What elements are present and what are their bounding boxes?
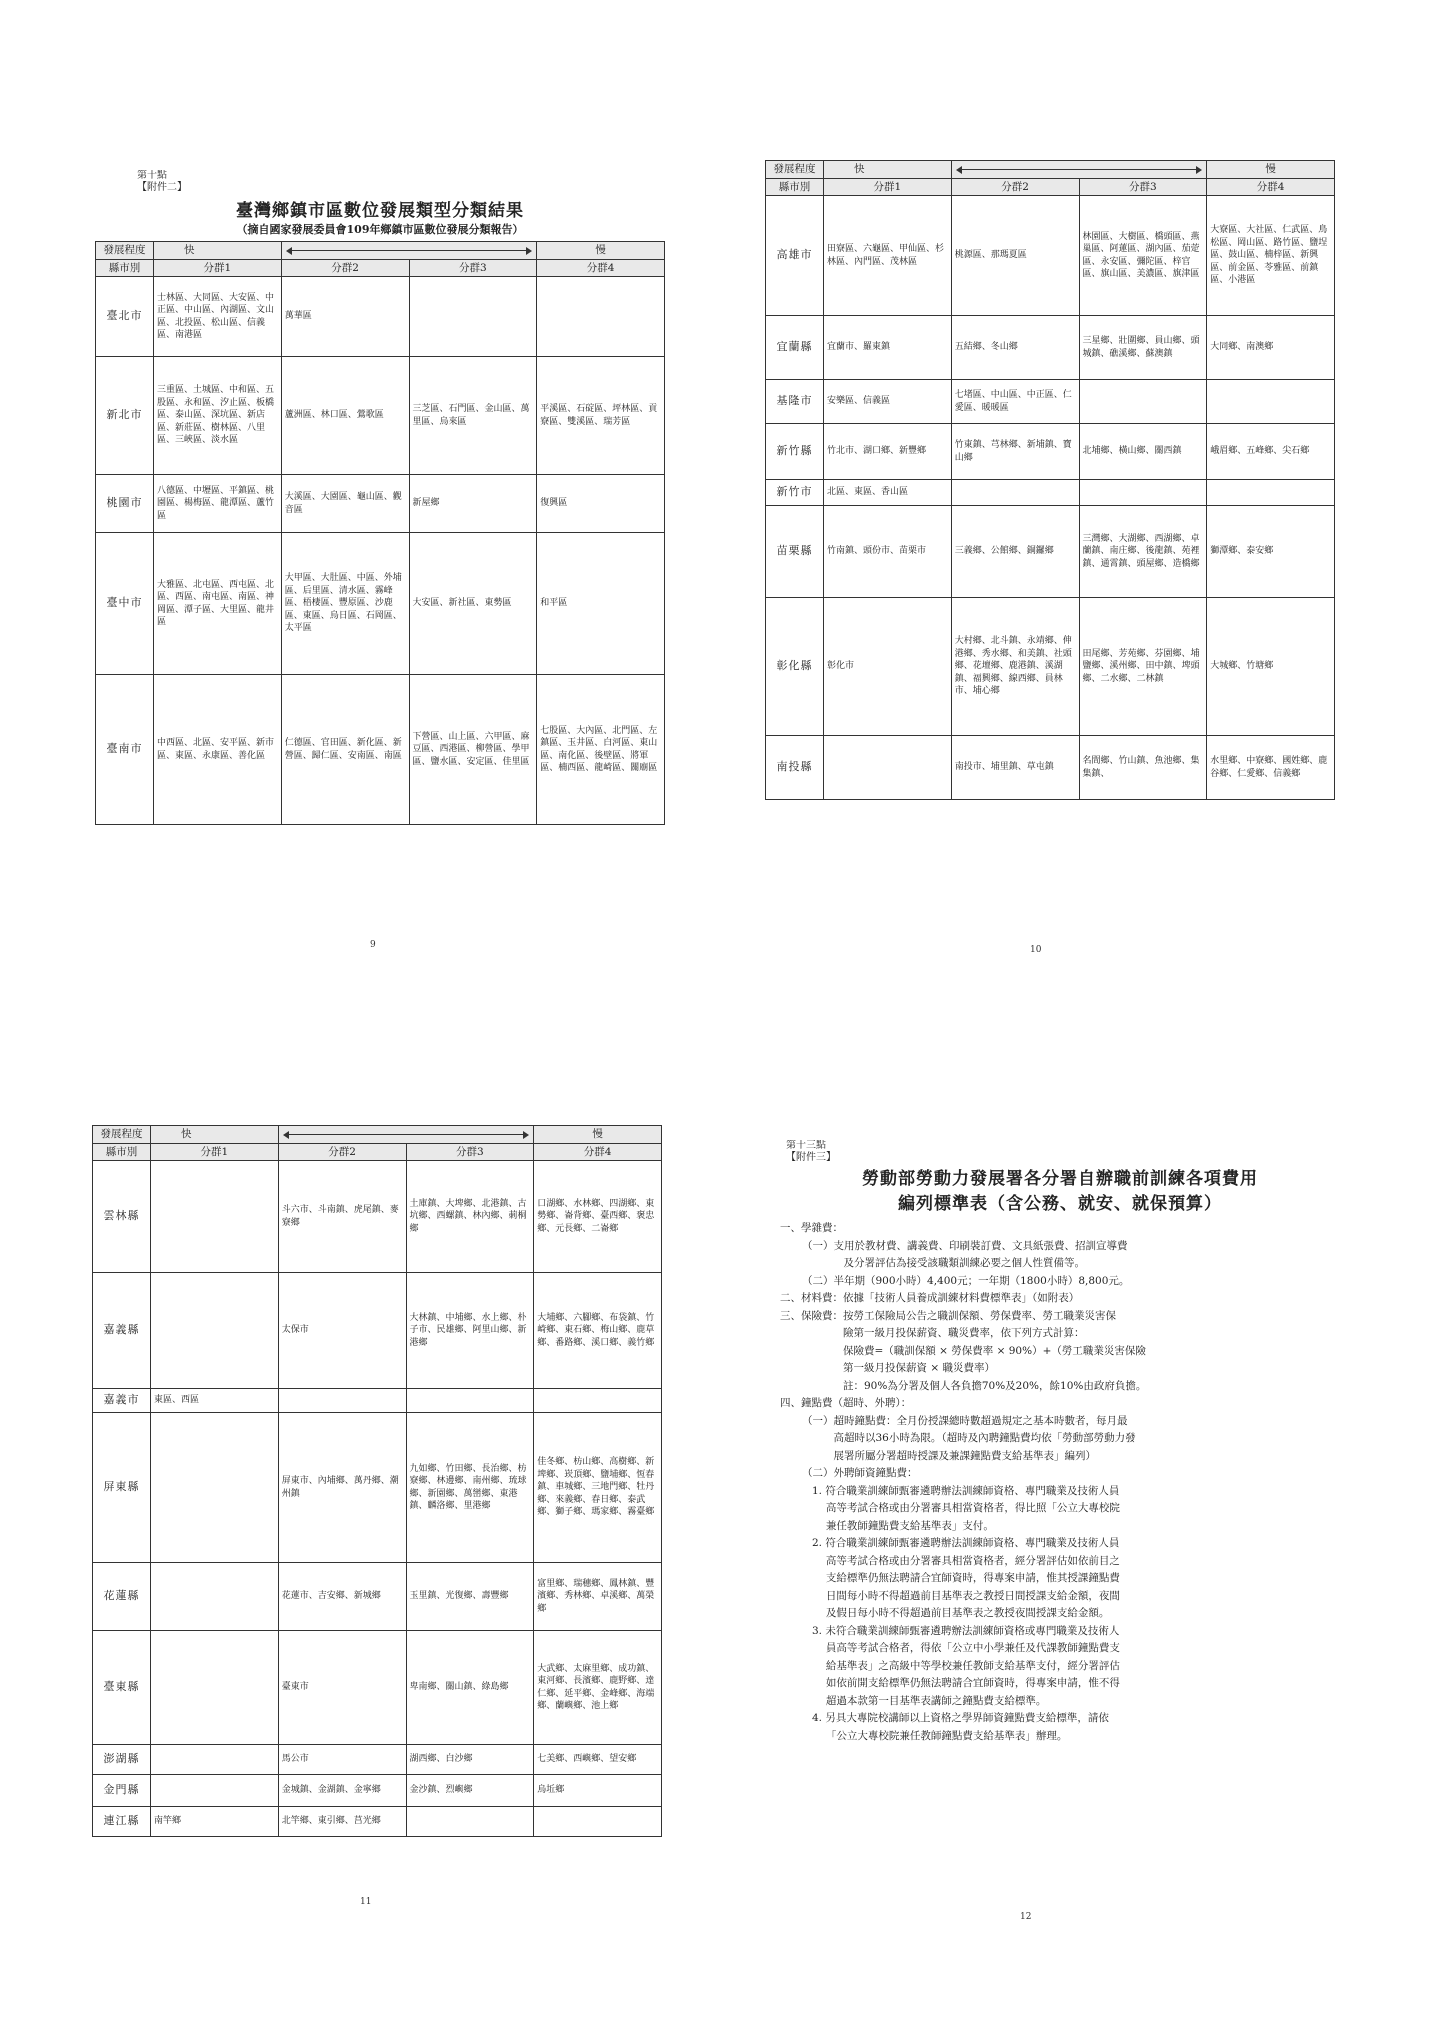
table-row bbox=[93, 1389, 662, 1413]
cluster-cell-g1 bbox=[151, 1745, 279, 1775]
text-line: 2. 符合職業訓練師甄審遴聘辦法訓練師資格、專門職業及技術人員 bbox=[812, 1537, 1120, 1549]
table-row bbox=[93, 1745, 662, 1775]
text-line: 支給標準仍無法聘請合宜師資時，得專案申請，惟其授課鐘點費 bbox=[812, 1572, 1120, 1584]
cluster-cell-g3: 三芝區、石門區、金山區、萬里區、烏來區 bbox=[409, 357, 537, 475]
table-row bbox=[766, 316, 1335, 380]
header-row-level bbox=[96, 242, 665, 260]
table-row bbox=[93, 1807, 662, 1837]
table-row bbox=[93, 1563, 662, 1631]
cluster-cell-g1: 宜蘭市、羅東鎮 bbox=[824, 316, 952, 380]
header-row-groups bbox=[93, 1143, 662, 1161]
text-line: （二）半年期（900小時）4,400元；一年期（1800小時）8,800元。 bbox=[802, 1274, 1130, 1287]
header-level-label: 發展程度 bbox=[93, 1126, 151, 1144]
header-row-groups bbox=[96, 259, 665, 277]
cluster-cell-g2: 花蓮市、吉安鄉、新城鄉 bbox=[278, 1563, 406, 1631]
county-name: 臺東縣 bbox=[93, 1631, 151, 1745]
cluster-cell-g3: 林園區、大樹區、橋頭區、燕巢區、阿蓮區、湖內區、茄萣區、永安區、彌陀區、梓官區、旗山區、美濃區、旗津區 bbox=[1079, 196, 1207, 316]
cluster-cell-g3 bbox=[406, 1807, 534, 1837]
cluster-cell-g3 bbox=[1079, 380, 1207, 424]
text-line: 險第一級月投保薪資、職災費率，依下列方式計算： bbox=[780, 1327, 1085, 1339]
cluster-cell-g4 bbox=[537, 277, 665, 357]
county-name: 花蓮縣 bbox=[93, 1563, 151, 1631]
cluster-cell-g1: 竹南鎮、頭份市、苗栗市 bbox=[824, 506, 952, 598]
cluster-cell-g4 bbox=[1207, 380, 1335, 424]
header-row-level bbox=[766, 161, 1335, 179]
text-line: 如依前開支給標準仍無法聘請合宜師資時，得專案申請，惟不得 bbox=[812, 1677, 1120, 1689]
cluster-cell-g3: 新屋鄉 bbox=[409, 475, 537, 533]
cluster-cell-g2: 金城鎮、金湖鎮、金寧鄉 bbox=[278, 1775, 406, 1807]
header-row-level bbox=[93, 1126, 662, 1144]
cluster-cell-g3: 三灣鄉、大湖鄉、西湖鄉、卓蘭鎮、南庄鄉、後龍鎮、苑裡鎮、通霄鎮、頭屋鄉、造橋鄉 bbox=[1079, 506, 1207, 598]
page-subtitle: （摘自國家發展委員會109年鄉鎮市區數位發展分類報告） bbox=[236, 223, 524, 236]
cluster-cell-g1 bbox=[151, 1161, 279, 1273]
cluster-cell-g2: 竹東鎮、芎林鄉、新埔鎮、寶山鄉 bbox=[951, 424, 1079, 480]
header-slow: 慢 bbox=[534, 1126, 662, 1144]
cluster-cell-g3: 金沙鎮、烈嶼鄉 bbox=[406, 1775, 534, 1807]
header-arrow bbox=[278, 1126, 534, 1144]
text-line: 註：90%為分署及個人各負擔70%及20%，餘10%由政府負擔。 bbox=[780, 1379, 1147, 1392]
double-arrow-icon bbox=[285, 1134, 528, 1135]
table-row bbox=[766, 424, 1335, 480]
header-g4: 分群4 bbox=[534, 1143, 662, 1161]
table-row bbox=[766, 196, 1335, 316]
table-row bbox=[93, 1273, 662, 1389]
double-arrow-icon bbox=[288, 250, 531, 251]
page-9 bbox=[95, 170, 665, 970]
county-name: 新竹市 bbox=[766, 480, 824, 506]
cluster-cell-g3: 下營區、山上區、六甲區、麻豆區、西港區、柳營區、學甲區、鹽水區、安定區、佳里區 bbox=[409, 675, 537, 825]
county-name: 新北市 bbox=[96, 357, 154, 475]
county-name: 澎湖縣 bbox=[93, 1745, 151, 1775]
double-arrow-icon bbox=[958, 169, 1201, 170]
cluster-cell-g2: 北竿鄉、東引鄉、莒光鄉 bbox=[278, 1807, 406, 1837]
attachment-label: 【附件二】 bbox=[137, 182, 187, 193]
cluster-cell-g4: 峨眉鄉、五峰鄉、尖石鄉 bbox=[1207, 424, 1335, 480]
table-row bbox=[96, 533, 665, 675]
cluster-cell-g4: 七股區、大內區、北門區、左鎮區、玉井區、白河區、東山區、南化區、後壁區、將軍區、楠西區、龍崎區、關廟區 bbox=[537, 675, 665, 825]
cluster-cell-g2: 屏東市、內埔鄉、萬丹鄉、潮州鎮 bbox=[278, 1413, 406, 1563]
header-level-label: 發展程度 bbox=[96, 242, 154, 260]
text-line: 日間每小時不得超過前目基準表之教授日間授課支給金額，夜間 bbox=[812, 1589, 1120, 1602]
text-line: 一、學雜費： bbox=[780, 1222, 843, 1234]
cluster-cell-g1: 大雅區、北屯區、西屯區、北區、西區、南屯區、南區、神岡區、潭子區、大里區、龍井區 bbox=[154, 533, 282, 675]
county-name: 苗栗縣 bbox=[766, 506, 824, 598]
text-line: 三、保險費：按勞工保險局公告之職訓保額、勞保費率、勞工職業災害保 bbox=[780, 1309, 1116, 1322]
text-line: 1. 符合職業訓練師甄審遴聘辦法訓練師資格、專門職業及技術人員 bbox=[812, 1484, 1120, 1497]
header-g2: 分群2 bbox=[278, 1143, 406, 1161]
text-line: 高超時以36小時為限。（超時及內聘鐘點費均依「勞動部勞動力發 bbox=[802, 1432, 1136, 1444]
text-line: 及分署評估為接受該職類訓練必要之個人性質備等。 bbox=[812, 1257, 1085, 1269]
table-row bbox=[96, 277, 665, 357]
cluster-cell-g3: 北埔鄉、橫山鄉、關西鎮 bbox=[1079, 424, 1207, 480]
page-12 bbox=[780, 1140, 1340, 2030]
cluster-cell-g1: 八德區、中壢區、平鎮區、桃園區、楊梅區、龍潭區、蘆竹區 bbox=[154, 475, 282, 533]
text-line: 展署所屬分署超時授課及兼課鐘點費支給基準表」編列） bbox=[802, 1449, 1096, 1462]
cluster-cell-g1: 安樂區、信義區 bbox=[824, 380, 952, 424]
cluster-cell-g1 bbox=[151, 1563, 279, 1631]
page-11 bbox=[92, 1125, 662, 2030]
table-row bbox=[93, 1775, 662, 1807]
table-row bbox=[93, 1161, 662, 1273]
text-line: 四、鐘點費（超時、外聘）： bbox=[780, 1397, 912, 1409]
cluster-cell-g1: 田寮區、六龜區、甲仙區、杉林區、內門區、茂林區 bbox=[824, 196, 952, 316]
cluster-cell-g1: 北區、東區、香山區 bbox=[824, 480, 952, 506]
cluster-cell-g2 bbox=[951, 480, 1079, 506]
cluster-cell-g1: 南竿鄉 bbox=[151, 1807, 279, 1837]
table-row bbox=[766, 598, 1335, 736]
text-line: （一）支用於教材費、講義費、印刷裝訂費、文具紙張費、招訓宣導費 bbox=[802, 1239, 1128, 1252]
county-name: 嘉義市 bbox=[93, 1389, 151, 1413]
cluster-cell-g3: 九如鄉、竹田鄉、長治鄉、枋寮鄉、林邊鄉、南州鄉、琉球鄉、新園鄉、萬巒鄉、東港鎮、麟洛鄉、里港鄉 bbox=[406, 1413, 534, 1563]
county-name: 臺北市 bbox=[96, 277, 154, 357]
cluster-cell-g4: 七美鄉、西嶼鄉、望安鄉 bbox=[534, 1745, 662, 1775]
county-name: 新竹縣 bbox=[766, 424, 824, 480]
cluster-cell-g2: 馬公市 bbox=[278, 1745, 406, 1775]
text-line: 給基準表」之高級中等學校兼任教師支給基準支付，經分署評估 bbox=[812, 1659, 1120, 1672]
cluster-cell-g4: 大同鄉、南澳鄉 bbox=[1207, 316, 1335, 380]
county-name: 高雄市 bbox=[766, 196, 824, 316]
page-title-line-2: 編列標準表（含公務、就安、就保預算） bbox=[898, 1194, 1222, 1214]
cluster-cell-g3: 田尾鄉、芳苑鄉、芬園鄉、埔鹽鄉、溪州鄉、田中鎮、埤頭鄉、二水鄉、二林鎮 bbox=[1079, 598, 1207, 736]
page-number: 12 bbox=[1020, 1912, 1032, 1922]
cluster-cell-g1: 東區、西區 bbox=[151, 1389, 279, 1413]
header-g1: 分群1 bbox=[154, 259, 282, 277]
cluster-cell-g4: 平溪區、石碇區、坪林區、貢寮區、雙溪區、瑞芳區 bbox=[537, 357, 665, 475]
county-name: 屏東縣 bbox=[93, 1413, 151, 1563]
text-line: （一）超時鐘點費：全月份授課總時數超過規定之基本時數者，每月最 bbox=[802, 1414, 1128, 1427]
cluster-cell-g4: 大埔鄉、六腳鄉、布袋鎮、竹崎鄉、東石鄉、梅山鄉、鹿草鄉、番路鄉、溪口鄉、義竹鄉 bbox=[534, 1273, 662, 1389]
cluster-cell-g3: 卑南鄉、關山鎮、綠島鄉 bbox=[406, 1631, 534, 1745]
cluster-cell-g4: 和平區 bbox=[537, 533, 665, 675]
county-name: 南投縣 bbox=[766, 736, 824, 800]
cluster-cell-g4: 烏坵鄉 bbox=[534, 1775, 662, 1807]
cluster-cell-g3: 大林鎮、中埔鄉、水上鄉、朴子市、民雄鄉、阿里山鄉、新港鄉 bbox=[406, 1273, 534, 1389]
table-row bbox=[93, 1413, 662, 1563]
fee-standard-text bbox=[780, 1220, 1340, 1745]
table-row bbox=[766, 480, 1335, 506]
header-g2: 分群2 bbox=[281, 259, 409, 277]
table-row bbox=[96, 675, 665, 825]
text-line: （二）外聘師資鐘點費： bbox=[802, 1467, 918, 1479]
cluster-cell-g2: 七堵區、中山區、中正區、仁愛區、暖暖區 bbox=[951, 380, 1079, 424]
cluster-cell-g1 bbox=[151, 1413, 279, 1563]
header-fast: 快 bbox=[824, 161, 952, 179]
header-fast: 快 bbox=[154, 242, 282, 260]
county-name: 臺中市 bbox=[96, 533, 154, 675]
table-row bbox=[93, 1631, 662, 1745]
cluster-cell-g4: 富里鄉、瑞穗鄉、鳳林鎮、豐濱鄉、秀林鄉、卓溪鄉、萬榮鄉 bbox=[534, 1563, 662, 1631]
table-row bbox=[766, 736, 1335, 800]
table-row bbox=[766, 380, 1335, 424]
header-county-label: 縣市別 bbox=[93, 1143, 151, 1161]
cluster-cell-g2: 大村鄉、北斗鎮、永靖鄉、伸港鄉、秀水鄉、和美鎮、社頭鄉、花壇鄉、鹿港鎮、溪湖鎮、福興鄉、線西鄉、員林市、埔心鄉 bbox=[951, 598, 1079, 736]
county-name: 宜蘭縣 bbox=[766, 316, 824, 380]
cluster-cell-g4 bbox=[534, 1807, 662, 1837]
cluster-cell-g4: 獅潭鄉、泰安鄉 bbox=[1207, 506, 1335, 598]
header-fast: 快 bbox=[151, 1126, 279, 1144]
cluster-cell-g1 bbox=[824, 736, 952, 800]
header-row-groups bbox=[766, 178, 1335, 196]
cluster-cell-g3: 玉里鎮、光復鄉、壽豐鄉 bbox=[406, 1563, 534, 1631]
point-label: 第十點 bbox=[137, 170, 167, 181]
cluster-cell-g3: 大安區、新社區、東勢區 bbox=[409, 533, 537, 675]
county-name: 臺南市 bbox=[96, 675, 154, 825]
table-row bbox=[96, 357, 665, 475]
header-arrow bbox=[281, 242, 537, 260]
classification-table-p9 bbox=[95, 241, 665, 825]
header-arrow bbox=[951, 161, 1207, 179]
cluster-cell-g1: 竹北市、湖口鄉、新豐鄉 bbox=[824, 424, 952, 480]
text-line: 超過本款第一目基準表講師之鐘點費支給標準。 bbox=[812, 1694, 1047, 1707]
text-line: 3. 未符合職業訓練師甄審遴聘辦法訓練師資格或專門職業及技術人 bbox=[812, 1624, 1120, 1637]
header-slow: 慢 bbox=[1207, 161, 1335, 179]
cluster-cell-g2: 桃源區、那瑪夏區 bbox=[951, 196, 1079, 316]
cluster-cell-g4 bbox=[534, 1389, 662, 1413]
cluster-cell-g3: 土庫鎮、大埤鄉、北港鎮、古坑鄉、西螺鎮、林內鄉、莿桐鄉 bbox=[406, 1161, 534, 1273]
cluster-cell-g2: 萬華區 bbox=[281, 277, 409, 357]
cluster-cell-g4 bbox=[1207, 480, 1335, 506]
text-line: 「公立大專校院兼任教師鐘點費支給基準表」辦理。 bbox=[812, 1729, 1068, 1742]
county-name: 金門縣 bbox=[93, 1775, 151, 1807]
cluster-cell-g3: 三星鄉、壯圍鄉、員山鄉、頭城鎮、礁溪鄉、蘇澳鎮 bbox=[1079, 316, 1207, 380]
header-level-label: 發展程度 bbox=[766, 161, 824, 179]
cluster-cell-g4: 大寮區、大社區、仁武區、鳥松區、岡山區、路竹區、鹽埕區、鼓山區、楠梓區、新興區、前金區、苓雅區、前鎮區、小港區 bbox=[1207, 196, 1335, 316]
text-line: 第一級月投保薪資 × 職災費率） bbox=[780, 1362, 995, 1374]
header-g4: 分群4 bbox=[1207, 178, 1335, 196]
cluster-cell-g4: 口湖鄉、水林鄉、四湖鄉、東勢鄉、崙背鄉、臺西鄉、褒忠鄉、元長鄉、二崙鄉 bbox=[534, 1161, 662, 1273]
county-name: 雲林縣 bbox=[93, 1161, 151, 1273]
cluster-cell-g4: 大武鄉、太麻里鄉、成功鎮、東河鄉、長濱鄉、鹿野鄉、達仁鄉、延平鄉、金峰鄉、海端鄉、蘭嶼鄉、池上鄉 bbox=[534, 1631, 662, 1745]
header-county-label: 縣市別 bbox=[96, 259, 154, 277]
header-g1: 分群1 bbox=[824, 178, 952, 196]
cluster-cell-g1 bbox=[151, 1273, 279, 1389]
page-title-line-1: 勞動部勞動力發展署各分署自辦職前訓練各項費用 bbox=[862, 1169, 1258, 1189]
page-number: 10 bbox=[1030, 945, 1042, 955]
cluster-cell-g1: 中西區、北區、安平區、新市區、東區、永康區、善化區 bbox=[154, 675, 282, 825]
cluster-cell-g4: 佳冬鄉、枋山鄉、高樹鄉、新埤鄉、崁頂鄉、鹽埔鄉、恆春鎮、車城鄉、三地門鄉、牡丹鄉、來義鄉、春日鄉、泰武鄉、獅子鄉、瑪家鄉、霧臺鄉 bbox=[534, 1413, 662, 1563]
text-line: 兼任教師鐘點費支給基準表」支付。 bbox=[812, 1519, 994, 1532]
page-title: 臺灣鄉鎮市區數位發展類型分類結果 bbox=[236, 201, 524, 221]
header-g2: 分群2 bbox=[951, 178, 1079, 196]
page-number: 9 bbox=[370, 940, 376, 950]
cluster-cell-g2: 南投市、埔里鎮、草屯鎮 bbox=[951, 736, 1079, 800]
county-name: 基隆市 bbox=[766, 380, 824, 424]
cluster-cell-g2: 太保市 bbox=[278, 1273, 406, 1389]
cluster-cell-g3: 湖西鄉、白沙鄉 bbox=[406, 1745, 534, 1775]
cluster-cell-g1: 三重區、土城區、中和區、五股區、永和區、汐止區、板橋區、泰山區、深坑區、新店區、新莊區、樹林區、八里區、三峽區、淡水區 bbox=[154, 357, 282, 475]
cluster-cell-g2: 五結鄉、冬山鄉 bbox=[951, 316, 1079, 380]
header-county-label: 縣市別 bbox=[766, 178, 824, 196]
cluster-cell-g3 bbox=[409, 277, 537, 357]
county-name: 嘉義縣 bbox=[93, 1273, 151, 1389]
page-number: 11 bbox=[360, 1897, 372, 1907]
table-row bbox=[96, 475, 665, 533]
county-name: 連江縣 bbox=[93, 1807, 151, 1837]
cluster-cell-g1: 彰化市 bbox=[824, 598, 952, 736]
cluster-cell-g1 bbox=[151, 1631, 279, 1745]
cluster-cell-g1 bbox=[151, 1775, 279, 1807]
text-line: 高等考試合格或由分署審具相當資格者，經分署評估如依前目之 bbox=[812, 1554, 1120, 1567]
cluster-cell-g4: 大城鄉、竹塘鄉 bbox=[1207, 598, 1335, 736]
classification-table-p10 bbox=[765, 160, 1335, 800]
text-line: 二、材料費：依據「技術人員養成訓練材料費標準表」（如附表） bbox=[780, 1292, 1080, 1304]
cluster-cell-g2: 大溪區、大園區、龜山區、觀音區 bbox=[281, 475, 409, 533]
cluster-cell-g1: 士林區、大同區、大安區、中正區、中山區、內湖區、文山區、北投區、松山區、信義區、南港區 bbox=[154, 277, 282, 357]
cluster-cell-g3 bbox=[1079, 480, 1207, 506]
text-line: 高等考試合格或由分署審具相當資格者，得比照「公立大專校院 bbox=[812, 1502, 1120, 1514]
cluster-cell-g2: 仁德區、官田區、新化區、新營區、歸仁區、安南區、南區 bbox=[281, 675, 409, 825]
table-row bbox=[766, 506, 1335, 598]
cluster-cell-g2: 蘆洲區、林口區、鶯歌區 bbox=[281, 357, 409, 475]
county-name: 彰化縣 bbox=[766, 598, 824, 736]
page-10 bbox=[765, 160, 1335, 970]
text-line: 員高等考試合格者，得依「公立中小學兼任及代課教師鐘點費支 bbox=[812, 1642, 1120, 1654]
cluster-cell-g4: 復興區 bbox=[537, 475, 665, 533]
header-g3: 分群3 bbox=[409, 259, 537, 277]
attachment-label: 【附件三】 bbox=[786, 1152, 836, 1163]
header-g4: 分群4 bbox=[537, 259, 665, 277]
county-name: 桃園市 bbox=[96, 475, 154, 533]
cluster-cell-g2: 大甲區、大肚區、中區、外埔區、后里區、清水區、霧峰區、梧棲區、豐原區、沙鹿區、東區、烏日區、石岡區、太平區 bbox=[281, 533, 409, 675]
text-line: 及假日每小時不得超過前目基準表之教授夜間授課支給金額。 bbox=[812, 1607, 1110, 1619]
classification-table-p11 bbox=[92, 1125, 662, 1837]
point-label: 第十三點 bbox=[786, 1140, 826, 1151]
text-line: 保險費=（職訓保額 × 勞保費率 × 90%）+（勞工職業災害保險 bbox=[780, 1344, 1146, 1357]
header-g3: 分群3 bbox=[1079, 178, 1207, 196]
text-line: 4. 另具大專院校講師以上資格之學界師資鐘點費支給標準，請依 bbox=[812, 1712, 1109, 1724]
cluster-cell-g2 bbox=[278, 1389, 406, 1413]
cluster-cell-g3 bbox=[406, 1389, 534, 1413]
cluster-cell-g2: 斗六市、斗南鎮、虎尾鎮、麥寮鄉 bbox=[278, 1161, 406, 1273]
header-g1: 分群1 bbox=[151, 1143, 279, 1161]
cluster-cell-g2: 三義鄉、公館鄉、銅鑼鄉 bbox=[951, 506, 1079, 598]
cluster-cell-g2: 臺東市 bbox=[278, 1631, 406, 1745]
cluster-cell-g3: 名間鄉、竹山鎮、魚池鄉、集集鎮、 bbox=[1079, 736, 1207, 800]
header-slow: 慢 bbox=[537, 242, 665, 260]
cluster-cell-g4: 水里鄉、中寮鄉、國姓鄉、鹿谷鄉、仁愛鄉、信義鄉 bbox=[1207, 736, 1335, 800]
header-g3: 分群3 bbox=[406, 1143, 534, 1161]
